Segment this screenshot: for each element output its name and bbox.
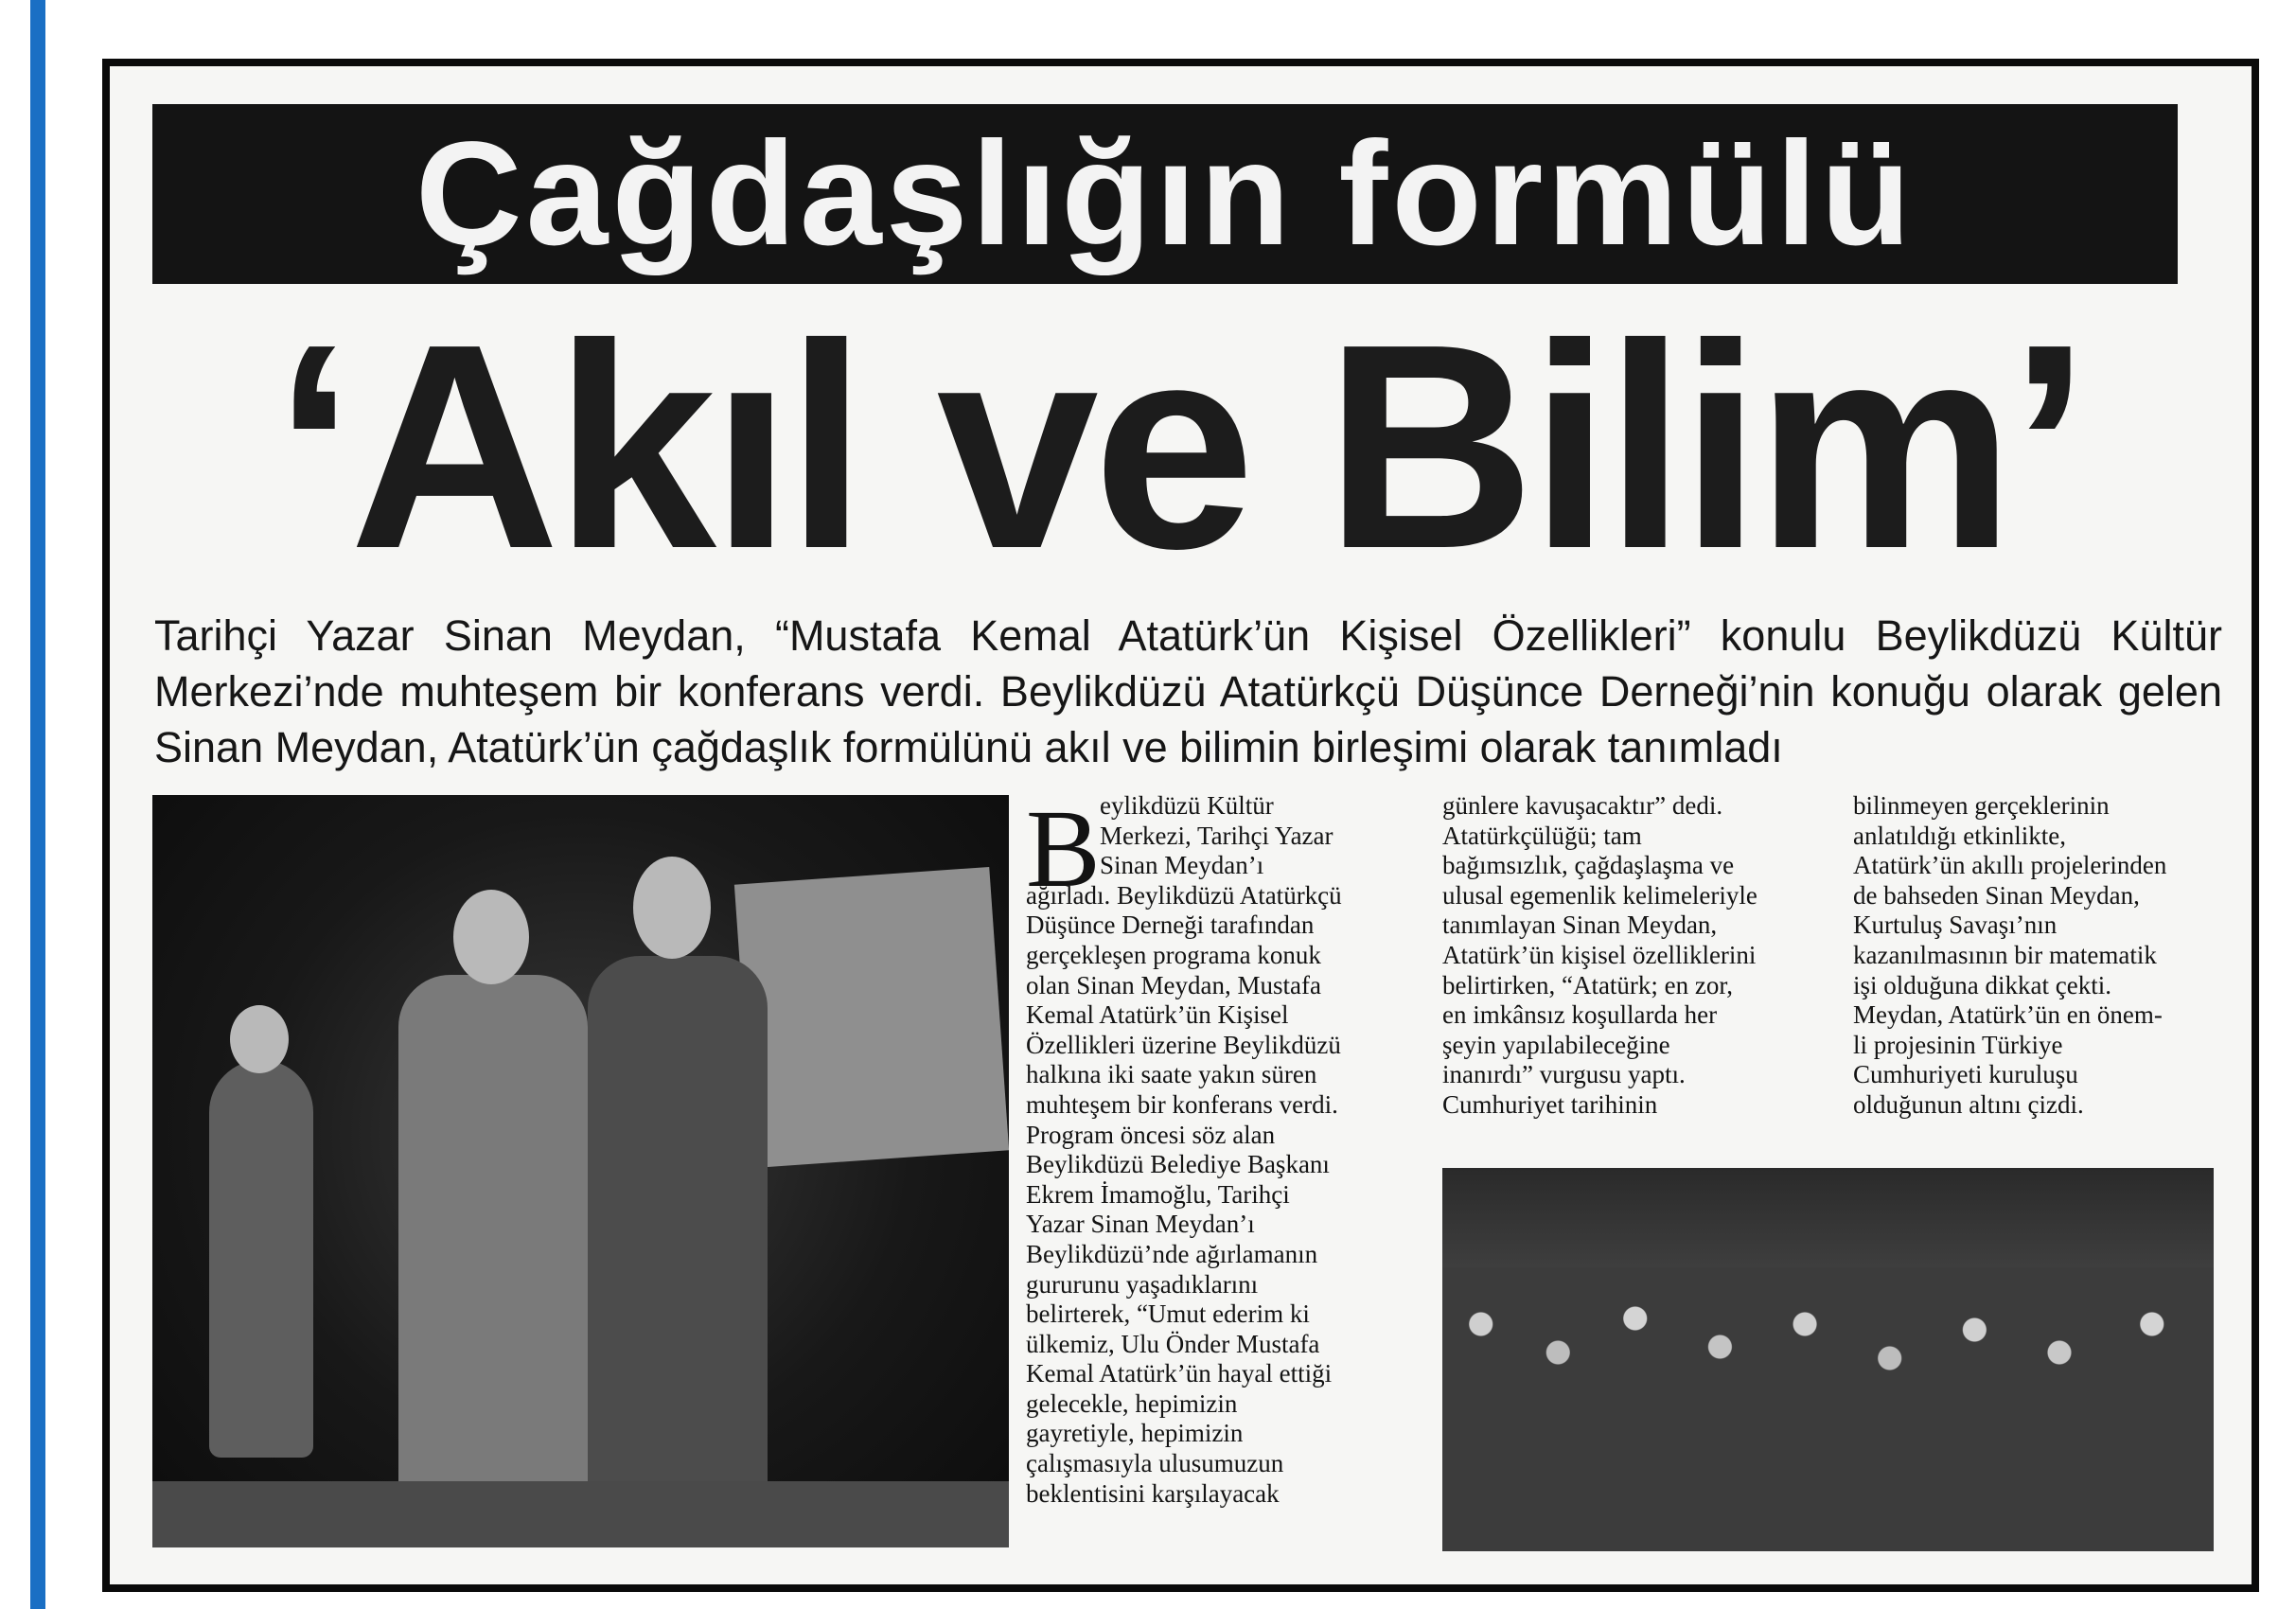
column-line: Ekrem İmamoğlu, Tarihçi — [1026, 1179, 1290, 1209]
column-line: ülkemiz, Ulu Önder Mustafa — [1026, 1329, 1320, 1358]
column-line: Cumhuriyet tarihinin — [1442, 1089, 1658, 1119]
person-left — [209, 1060, 313, 1458]
headline: ‘Akıl ve Bilim’ — [274, 284, 2085, 610]
column-line: şeyin yapılabileceğine — [1442, 1030, 1670, 1059]
column-line: en imkânsız koşullarda her — [1442, 1000, 1718, 1030]
column-line: işi olduğuna dikkat çekti. — [1853, 970, 2111, 999]
newspaper-clipping — [102, 59, 2259, 1592]
column-line: kazanılmasının bir matematik — [1853, 940, 2157, 969]
column-line: beklentisini karşılayacak — [1026, 1478, 1280, 1508]
column-line: Atatürk’ün kişisel özelliklerini — [1442, 940, 1757, 969]
column-line: bağımsızlık, çağdaşlaşma ve — [1442, 851, 1735, 880]
article-column-3 — [1853, 791, 2213, 1121]
left-margin-rule — [30, 0, 45, 1609]
column-line: Sinan Meydan’ı — [1100, 851, 1264, 880]
column-line: Beylikdüzü’nde ağırlamanın — [1026, 1239, 1318, 1268]
column-line: Atatürkçülüğü; tam — [1442, 821, 1642, 850]
column-line: bilinmeyen gerçeklerinin — [1853, 791, 2110, 820]
drop-cap: B — [1026, 787, 1101, 911]
column-line: inanırdı” vurgusu yaptı. — [1442, 1060, 1686, 1089]
column-line: gayretiyle, hepimizin — [1026, 1419, 1244, 1448]
column-line: belirtirken, “Atatürk; en zor, — [1442, 970, 1734, 999]
column-line: de bahseden Sinan Meydan, — [1853, 880, 2140, 910]
column-line: muhteşem bir konferans verdi. — [1026, 1089, 1338, 1119]
kicker-banner — [152, 104, 2178, 284]
column-line: Özellikleri üzerine Beylikdüzü — [1026, 1030, 1341, 1059]
column-line: olan Sinan Meydan, Mustafa — [1026, 970, 1321, 999]
column-line: Cumhuriyeti kuruluşu — [1853, 1060, 2078, 1089]
column-line: Kemal Atatürk’ün hayal ettiği — [1026, 1359, 1333, 1388]
column-line: Program öncesi söz alan — [1026, 1120, 1276, 1149]
column-line: Kemal Atatürk’ün Kişisel — [1026, 1000, 1289, 1030]
person-left-head — [230, 1005, 289, 1073]
column-line: ulusal egemenlik kelimeleriyle — [1442, 880, 1757, 910]
column-line: Atatürk’ün akıllı projelerinden — [1853, 851, 2167, 880]
column-line: Düşünce Derneği tarafından — [1026, 911, 1315, 940]
column-line: gelecekle, hepimizin — [1026, 1388, 1238, 1418]
speaker-mayor-head — [453, 890, 529, 984]
column-line: li projesinin Türkiye — [1853, 1030, 2063, 1059]
portrait-banner — [734, 867, 1009, 1168]
column-line: Beylikdüzü Belediye Başkanı — [1026, 1150, 1330, 1179]
column-line: çalışmasıyla ulusumuzun — [1026, 1449, 1284, 1478]
stage-floor — [152, 1481, 1009, 1547]
column-line: halkına iki saate yakın süren — [1026, 1060, 1317, 1089]
column-line: Kurtuluş Savaşı’nın — [1853, 911, 2058, 940]
column-line: olduğunun altını çizdi. — [1853, 1089, 2084, 1119]
column-line: belirterek, “Umut ederim ki — [1026, 1300, 1310, 1329]
audience-photo — [1442, 1168, 2214, 1551]
column-line: Meydan, Atatürk’ün en önem- — [1853, 1000, 2163, 1030]
stage-photo — [152, 795, 1009, 1547]
column-line: tanımlayan Sinan Meydan, — [1442, 911, 1718, 940]
speaker-historian — [588, 956, 768, 1510]
column-line: anlatıldığı etkinlikte, — [1853, 821, 2066, 850]
deck-paragraph: Tarihçi Yazar Sinan Meydan, “Mustafa Kemal Atatürk’ün Kişisel Özellikleri” konulu Beylikdüzü Kültür Merkezi’nde muhteşem bir konferans verdi. Beylikdüzü Atatürkçü Düşünce Derneği’nin konuğu olarak gelen Sinan Meydan, Atatürk’ün çağdaşlık formülünü akıl ve bilimin birleşimi olarak tanımladı — [154, 611, 2222, 771]
article-column-2 — [1442, 791, 1821, 1121]
column-line: ağırladı. Beylikdüzü Atatürkçü — [1026, 880, 1342, 910]
column-line: Yazar Sinan Meydan’ı — [1026, 1210, 1255, 1239]
speaker-mayor — [398, 975, 588, 1505]
column-line: gerçekleşen programa konuk — [1026, 940, 1321, 969]
column-line: gururunu yaşadıklarını — [1026, 1269, 1259, 1299]
speaker-historian-head — [633, 857, 711, 959]
column-line: eylikdüzü Kültür — [1100, 791, 1274, 820]
column-line: günlere kavuşacaktır” dedi. — [1442, 791, 1723, 820]
kicker-text: Çağdaşlığın formülü — [415, 112, 1916, 276]
standing-audience — [1442, 1267, 2214, 1551]
article-column-1 — [1026, 787, 1419, 1509]
column-line: Merkezi, Tarihçi Yazar — [1100, 821, 1333, 850]
